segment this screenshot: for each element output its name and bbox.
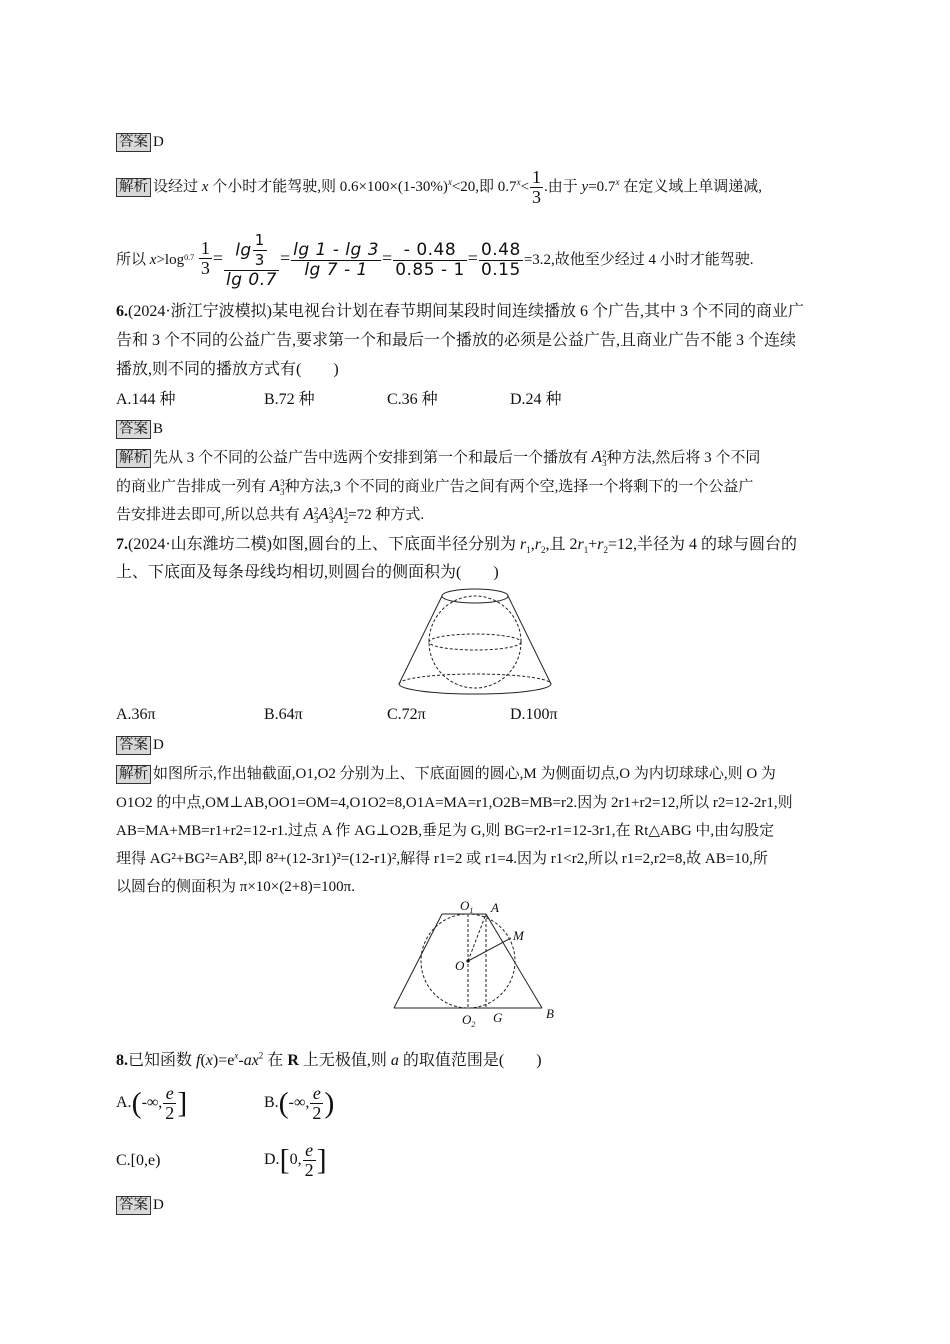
fraction-one-third: $\frac{1}{3}$ — [532, 167, 542, 207]
q6-option-d: D.24 种 — [510, 391, 562, 408]
analysis-tag: 解析 — [116, 449, 151, 468]
fraction-f3: $\frac{- 0.48}{0.85 - 1}$ — [395, 240, 465, 281]
q7-analysis-line-4: 理得 AG²+BG²=AB²,即 8²+(12-3r1)²=(12-r1)²,解得 r1=2 或 r1=4.因为 r1<r2,所以 r1=2,r2=8,故 AB=10,所 — [116, 851, 768, 867]
answer-tag: 答案 — [116, 420, 151, 439]
q7-stem-line-2: 上、下底面及每条母线均相切,则圆台的侧面积为( ) — [116, 564, 499, 581]
segment-OA — [468, 914, 486, 961]
q7-analysis-line-3: AB=MA+MB=r1+r2=12-r1.过点 A 作 AG⊥O2B,垂足为 G,则 BG=r2-r1=12-3r1,在 Rt△ABG 中,由勾股定 — [116, 823, 775, 839]
q6-option-c: C.36 种 — [387, 391, 438, 408]
label-A: A — [491, 900, 499, 915]
left-generatrix — [399, 596, 442, 684]
analysis-tag: 解析 — [116, 178, 151, 197]
q6-answer-line — [116, 418, 163, 440]
q7-analysis-line-1: 解析 如图所示,作出轴截面,O1,O2 分别为上、下底面圆的圆心,M 为侧面切点,O 为内切球球心,则 O 为 — [116, 763, 776, 785]
q5-analysis-line-2: 所以 $x>\log_{0.7}$ $\frac{1}{3}$ = lg $\frac{1}{3}$ lg 0.7 = $\frac{\lg 1 - \lg 3}{\lg 7 - 1}$ = $\frac{- 0.48}{0.85 - 1}$ = $\frac{0.48}{0.15}$ =3.2,故他至少经过 4 小时才能驾驶. — [116, 231, 754, 291]
q7-analysis-line-5: 以圆台的侧面积为 π×10×(2+8)=100π. — [116, 879, 355, 895]
q8-answer-line — [116, 1194, 164, 1216]
bottom-base-front — [399, 684, 551, 694]
fraction-f2: $\frac{\lg 1 - \lg 3}{\lg 7 - 1}$ — [293, 240, 380, 281]
q5-answer-line — [116, 131, 164, 153]
label-O1: $O_1$ — [460, 898, 474, 915]
q6-stem-line-1: 6.(2024·浙江宁波模拟)某电视台计划在春节期间某段时间连续播放 6 个广告,其中 3 个不同的商业广 — [116, 303, 804, 320]
answer-tag: 答案 — [116, 1196, 151, 1215]
q6-analysis-line-1: 解析 先从 3 个不同的公益广告中选两个安排到第一个和最后一个播放有 A 2 3 种方法,然后将 3 个不同 — [116, 446, 760, 469]
label-O2: $O_2$ — [462, 1012, 476, 1028]
q6-option-a: A.144 种 — [116, 391, 176, 408]
q5-answer: D — [153, 134, 164, 150]
q6-option-b: B.72 种 — [264, 391, 315, 408]
segment-OM — [468, 938, 511, 961]
q6-answer: B — [153, 421, 164, 437]
bottom-base-back — [399, 674, 551, 684]
q7-option-b: B.64π — [264, 706, 303, 723]
label-G: G — [493, 1010, 503, 1025]
q8-option-c: C.[0,e) — [116, 1152, 161, 1169]
q6-stem-line-2: 告和 3 个不同的公益广告,要求第一个和最后一个播放的必须是公益广告,且商业广告不能 3 个连续 — [116, 332, 797, 349]
q7-option-d: D.100π — [510, 706, 558, 723]
sphere-equator — [429, 634, 521, 650]
label-B: B — [546, 1006, 554, 1021]
label-O: O — [455, 958, 465, 973]
frustum-sphere-figure — [395, 584, 555, 702]
q8-answer: D — [153, 1197, 164, 1213]
label-M: M — [513, 928, 524, 943]
axial-section-figure — [386, 898, 566, 1028]
q6-analysis-line-3: 告安排进去即可,所以总共有 A 2 3 A 3 3 A 1 2 =72 种方式. — [116, 504, 425, 525]
q8-option-d: D.[0, $\frac{e}{2}$ ] — [264, 1139, 327, 1180]
q7-stem-line-1: 7.(2024·山东潍坊二模)如图,圆台的上、下底面半径分别为 $r_1,r_2$,且 $2r_1+r_2=12$,半径为 4 的球与圆台的 — [116, 536, 798, 556]
answer-tag: 答案 — [116, 133, 151, 152]
q6-stem-line-3: 播放,则不同的播放方式有( ) — [116, 361, 339, 378]
answer-tag: 答案 — [116, 736, 151, 755]
q8-option-b: B.(-∞, $\frac{e}{2}$ ) — [264, 1082, 335, 1123]
q5-analysis-line-1: 解析 设经过 x 个小时才能驾驶,则 $0.6\times 100\times(1-30\%)^x<20$,即 $0.7^x<$ $\frac{1}{3}$ .由于 $y=0.7^x$ 在定义域上单调递减, — [116, 168, 762, 207]
q7-option-a: A.36π — [116, 706, 156, 723]
center-point-O — [466, 959, 469, 962]
q7-answer-line — [116, 734, 164, 756]
fraction-f0: $\frac{1}{3}$ — [200, 238, 210, 278]
fraction-f1: lg $\frac{1}{3}$ lg 0.7 — [225, 231, 277, 291]
q8-option-a: A.(-∞, $\frac{e}{2}$ ] — [116, 1082, 188, 1123]
fraction-f4: $\frac{0.48}{0.15}$ — [480, 240, 521, 281]
q6-analysis-line-2: 的商业广告排成一列有 A 3 3 种方法,3 个不同的商业广告之间有两个空,选择一个将剩下的一个公益广 — [116, 476, 754, 497]
q7-answer: D — [153, 737, 164, 753]
right-generatrix — [508, 596, 551, 684]
q7-analysis-line-2: O1O2 的中点,OM⊥AB,OO1=OM=4,O1O2=8,O1A=MA=r1,O2B=MB=r2.因为 2r1+r2=12,所以 r2=12-2r1,则 — [116, 795, 793, 811]
analysis-tag: 解析 — [116, 765, 151, 784]
q8-stem: 8.已知函数 $f(x)=e^x-ax^2$ 在 R 上无极值,则 a 的取值范围是( ) — [116, 1050, 542, 1069]
q7-option-c: C.72π — [387, 706, 426, 723]
